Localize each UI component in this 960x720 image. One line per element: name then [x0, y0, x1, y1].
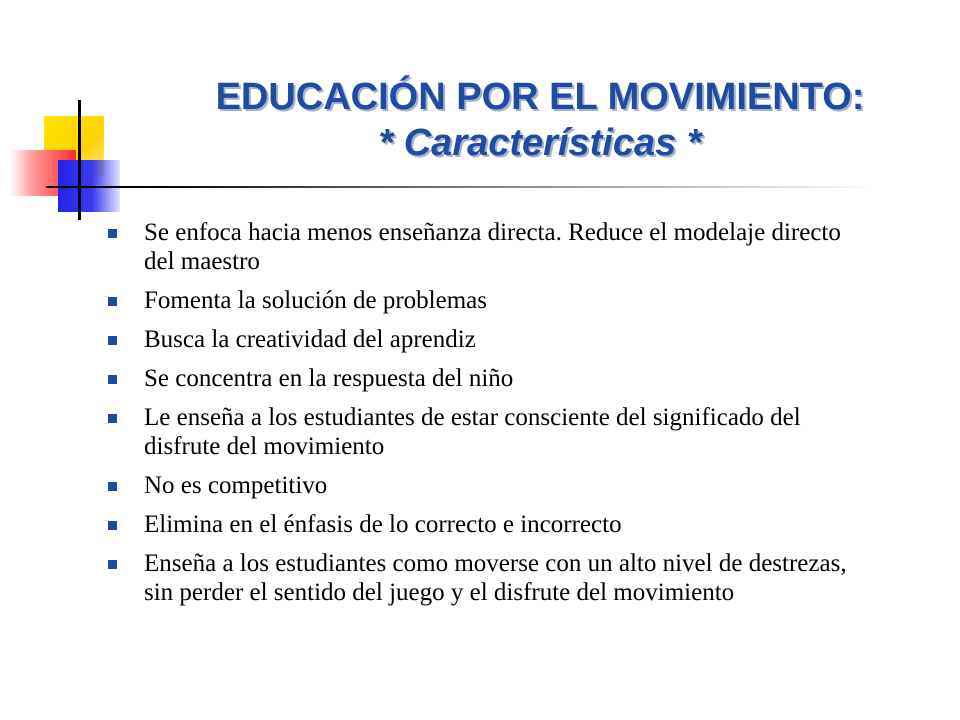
bullet-text: Se enfoca hacia menos enseñanza directa. Reduce el modelaje directo del maestro: [144, 219, 841, 275]
bullet-item: [104, 403, 864, 461]
title-line-1: EDUCACIÓN POR EL MOVIMIENTO:: [215, 76, 865, 118]
bullet-square-icon: [108, 560, 117, 569]
bullet-text: Se concentra en la respuesta del niño: [144, 365, 514, 392]
bullet-square-icon: [108, 336, 117, 345]
bullet-square-icon: [108, 414, 117, 423]
slide-title: [150, 74, 930, 166]
bullet-item: [104, 549, 864, 607]
bullet-text: Busca la creatividad del aprendiz: [144, 326, 476, 353]
bullet-text: Fomenta la solución de problemas: [144, 287, 487, 314]
title-line-2: * Características *: [378, 122, 702, 164]
bullet-item: [104, 471, 864, 500]
bullet-item: [104, 364, 864, 393]
bullet-text: Elimina en el énfasis de lo correcto e incorrecto: [144, 511, 622, 538]
bullet-square-icon: [108, 521, 117, 530]
bullet-item: [104, 510, 864, 539]
bullet-item: [104, 325, 864, 354]
bullet-item: [104, 218, 864, 276]
decorative-vertical-line: [78, 100, 81, 220]
bullet-square-icon: [108, 297, 117, 306]
bullet-square-icon: [108, 482, 117, 491]
bullet-list: [104, 218, 864, 617]
bullet-text: Enseña a los estudiantes como moverse con un alto nivel de destrezas, sin perder el sentido del juego y el disfrute del movimiento: [144, 550, 847, 606]
bullet-square-icon: [108, 375, 117, 384]
bullet-text: Le enseña a los estudiantes de estar consciente del significado del disfrute del movimiento: [144, 404, 801, 460]
title-divider-line: [46, 186, 876, 188]
bullet-item: [104, 286, 864, 315]
bullet-square-icon: [108, 229, 117, 238]
bullet-text: No es competitivo: [144, 472, 328, 499]
